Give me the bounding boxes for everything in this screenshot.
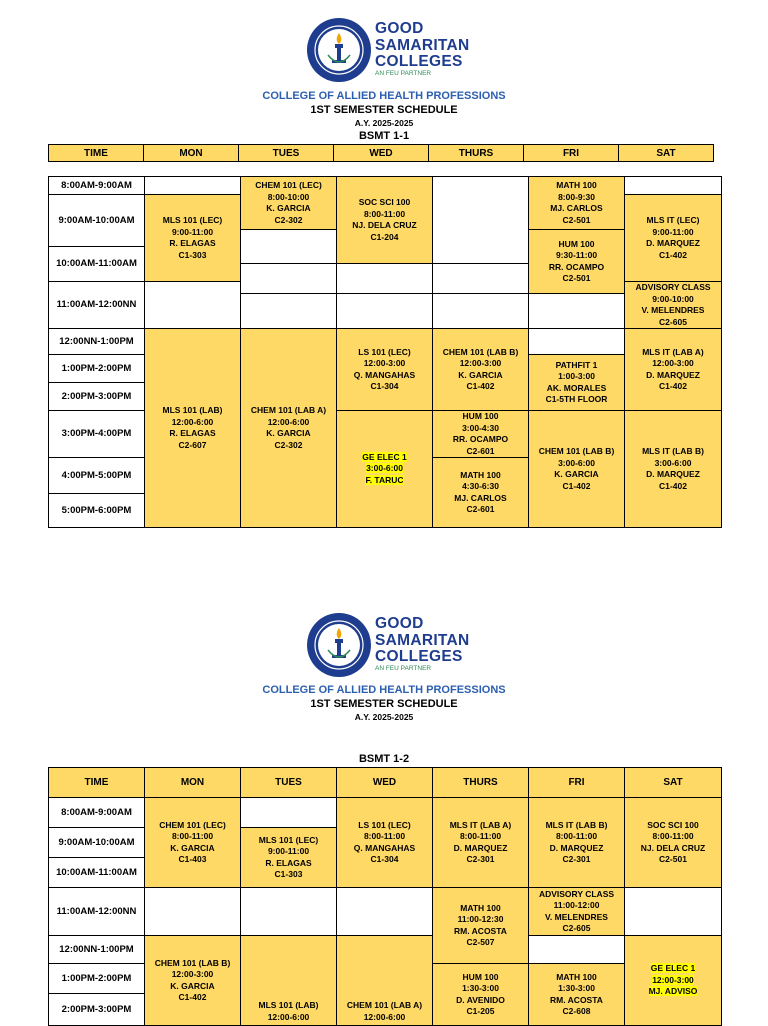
brand-line: SAMARITAN [375, 631, 470, 649]
class-block [529, 355, 625, 411]
class-title: MLS IT (LEC) [646, 215, 700, 225]
col-time-header: TIME [48, 144, 144, 162]
class-title: SOC SCI 100 [358, 197, 411, 207]
class-time: 12:00-3:00 [363, 358, 406, 368]
class-block [625, 282, 722, 329]
class-time: 3:00-4:30 [462, 422, 499, 433]
class-instructor: NJ. DELA CRUZ [352, 220, 417, 230]
class-time: 8:00-10:00 [267, 191, 310, 202]
class-room: C2-607 [178, 439, 207, 450]
class-block [433, 888, 529, 964]
class-title: CHEM 101 (LAB A) [250, 405, 327, 415]
time-slot: 12:00NN-1:00PM [49, 936, 145, 964]
class-instructor: D. MARQUEZ [549, 842, 604, 853]
college-title: COLLEGE OF ALLIED HEALTH PROFESSIONS [262, 90, 506, 102]
class-instructor: D. MARQUEZ [453, 842, 508, 853]
brand-name [375, 21, 470, 71]
time-slot: 11:00AM-12:00NN [49, 888, 145, 936]
class-block-highlighted [625, 936, 722, 1026]
class-room: C1-402 [562, 480, 591, 491]
empty-cell [433, 294, 529, 329]
class-title: MLS IT (LAB A) [449, 819, 512, 830]
class-instructor: RR. OCAMPO [548, 261, 605, 272]
class-title: MATH 100 [556, 971, 597, 982]
partner-tagline: AN FEU PARTNER [375, 665, 432, 672]
class-instructor: K. GARCIA [554, 469, 599, 479]
class-room: C1-5TH FLOOR [545, 394, 608, 404]
class-title: CHEM 101 (LEC) [159, 819, 226, 830]
class-block [241, 329, 337, 528]
time-slot: 5:00PM-6:00PM [49, 494, 145, 528]
class-title: CHEM 101 (LEC) [255, 180, 322, 190]
class-room: C1-402 [659, 480, 687, 491]
class-instructor: F. TARUC [365, 474, 404, 485]
class-title: CHEM 101 (LAB A) [346, 1000, 423, 1010]
class-room: C1-304 [370, 381, 399, 391]
class-time: 8:00-11:00 [363, 831, 406, 841]
class-block [337, 177, 433, 264]
class-time: 8:00-9:30 [558, 191, 595, 202]
class-time: 12:00-3:00 [171, 969, 214, 979]
brand-line: GOOD [375, 615, 424, 632]
class-room: C2-608 [562, 1006, 591, 1016]
class-room: C1-402 [178, 992, 207, 1002]
class-block [433, 798, 529, 888]
class-room: C2-605 [659, 316, 687, 327]
class-block [529, 888, 625, 936]
class-title: ADVISORY CLASS [538, 888, 615, 899]
class-title: HUM 100 [462, 971, 499, 982]
class-instructor: V. MELENDRES [545, 911, 608, 922]
brand-name [375, 616, 470, 666]
class-title: MLS 101 (LAB) [162, 405, 223, 415]
empty-cell [529, 329, 625, 355]
class-block [625, 411, 722, 528]
empty-cell [337, 264, 433, 294]
class-time: 1:30-3:00 [462, 983, 499, 993]
time-slot: 12:00NN-1:00PM [49, 329, 145, 355]
time-slot: 10:00AM-11:00AM [49, 247, 145, 282]
col-tues-header: TUES [241, 768, 337, 798]
class-time: 8:00-11:00 [555, 831, 598, 841]
class-instructor: K. GARCIA [266, 428, 311, 438]
brand-line: COLLEGES [375, 648, 463, 665]
class-block [625, 798, 722, 888]
academic-year: A.Y. 2025-2025 [354, 118, 414, 128]
time-slot: 2:00PM-3:00PM [49, 383, 145, 411]
class-room: C2-501 [562, 273, 591, 283]
class-title: MLS 101 (LEC) [162, 215, 223, 225]
empty-cell [337, 888, 433, 936]
class-instructor: R. ELAGAS [169, 428, 216, 438]
class-room: C1-304 [370, 854, 399, 864]
class-block [433, 329, 529, 411]
class-title: ADVISORY CLASS [635, 282, 711, 292]
empty-cell [145, 888, 241, 936]
class-instructor: K. GARCIA [170, 980, 215, 991]
class-room: C1-403 [178, 854, 207, 864]
class-block-highlighted [337, 411, 433, 528]
class-time: 12:00-6:00 [267, 416, 310, 427]
class-title: GE ELEC 1 [362, 451, 407, 462]
class-title: CHEM 101 (LAB B) [538, 446, 615, 456]
class-title: MLS 101 (LEC) [258, 834, 319, 845]
empty-cell [241, 294, 337, 329]
col-mon-header: MON [145, 768, 241, 798]
class-time: 3:00-6:00 [654, 457, 692, 468]
class-instructor: NJ. DELA CRUZ [640, 842, 706, 853]
class-instructor: D. MARQUEZ [646, 238, 700, 248]
time-slot: 1:00PM-2:00PM [49, 355, 145, 383]
class-instructor: AK. MORALES [546, 382, 607, 393]
class-block [433, 964, 529, 1026]
class-time: 11:00-12:30 [457, 914, 504, 924]
time-slot: 1:00PM-2:00PM [49, 964, 145, 994]
class-instructor: D. MARQUEZ [646, 369, 700, 380]
class-instructor: RM. ACOSTA [454, 925, 507, 936]
time-slot: 4:00PM-5:00PM [49, 458, 145, 494]
class-title: MATH 100 [460, 469, 501, 480]
class-time: 1:30-3:00 [558, 983, 595, 993]
empty-cell [145, 177, 241, 195]
col-fri-header: FRI [529, 768, 625, 798]
empty-cell [433, 177, 529, 264]
class-instructor: MJ. CARLOS [454, 492, 507, 503]
class-time: 3:00-6:00 [558, 457, 595, 468]
class-block [241, 177, 337, 230]
class-time: 9:00-11:00 [652, 226, 694, 237]
class-room: C2-601 [466, 504, 495, 514]
class-room: C2-302 [274, 214, 303, 225]
class-time: 12:00-3:00 [652, 358, 694, 368]
class-room: C2-605 [562, 923, 591, 933]
time-slot: 8:00AM-9:00AM [49, 177, 145, 195]
section-title: BSMT 1-1 [358, 130, 410, 142]
class-title: LS 101 (LEC) [358, 346, 411, 357]
class-time: 9:00-11:00 [267, 846, 310, 856]
class-block [433, 458, 529, 528]
class-time: 12:00-3:00 [459, 358, 502, 368]
class-time: 3:00-6:00 [366, 463, 403, 474]
class-title: LS 101 (LEC) [358, 819, 411, 830]
class-block [529, 798, 625, 888]
schedule-header-row [48, 144, 720, 162]
empty-cell [241, 798, 337, 828]
class-time: 4:30-6:30 [462, 481, 499, 491]
college-logo [306, 612, 506, 682]
empty-cell [433, 264, 529, 294]
class-title: MATH 100 [460, 902, 501, 913]
brand-line: GOOD [375, 20, 424, 37]
class-instructor: K. GARCIA [458, 369, 503, 380]
empty-cell [145, 282, 241, 329]
col-sat-header: SAT [618, 144, 714, 162]
col-thurs-header: THURS [433, 768, 529, 798]
class-room: C2-301 [466, 854, 495, 864]
time-slot: 8:00AM-9:00AM [49, 798, 145, 828]
class-time: 1:00-3:00 [558, 371, 595, 381]
class-room: C1-402 [466, 381, 495, 391]
col-tues-header: TUES [238, 144, 334, 162]
class-title: HUM 100 [558, 238, 595, 249]
class-time: 12:00-6:00 [267, 1011, 310, 1022]
class-block [145, 329, 241, 528]
class-instructor: R. ELAGAS [265, 857, 312, 868]
class-time: 8:00-11:00 [652, 831, 694, 841]
time-slot: 11:00AM-12:00NN [49, 282, 145, 329]
empty-cell [337, 294, 433, 329]
class-title: MLS IT (LAB B) [642, 446, 704, 456]
class-title: SOC SCI 100 [647, 819, 699, 830]
class-block [145, 936, 241, 1026]
class-room: C2-507 [466, 937, 495, 947]
class-title: HUM 100 [462, 411, 499, 421]
class-title: CHEM 101 (LAB B) [442, 346, 519, 357]
col-thurs-header: THURS [428, 144, 524, 162]
empty-cell [241, 888, 337, 936]
college-seal-icon [306, 612, 372, 678]
class-time: 12:00-6:00 [363, 1011, 406, 1022]
class-room: C2-301 [562, 854, 591, 864]
class-title: GE ELEC 1 [650, 963, 696, 974]
class-instructor: D. MARQUEZ [646, 469, 700, 479]
class-instructor: RR. OCAMPO [452, 434, 509, 444]
class-block [625, 195, 722, 282]
empty-cell [625, 177, 722, 195]
class-title: MLS 101 (LAB) [258, 1000, 319, 1010]
class-room: C1-303 [274, 869, 303, 879]
class-block [337, 798, 433, 888]
class-block [529, 230, 625, 294]
class-time: 8:00-11:00 [171, 831, 214, 841]
class-instructor: D. AVENIDO [456, 994, 505, 1005]
class-room: C2-501 [562, 214, 591, 225]
class-block [145, 798, 241, 888]
time-slot: 10:00AM-11:00AM [49, 858, 145, 888]
brand-line: COLLEGES [375, 53, 463, 70]
class-instructor: K. GARCIA [170, 842, 215, 853]
college-title: COLLEGE OF ALLIED HEALTH PROFESSIONS [262, 684, 506, 696]
class-room: C2-501 [659, 854, 687, 864]
class-instructor: K. GARCIA [266, 203, 311, 213]
brand-line: SAMARITAN [375, 36, 470, 54]
college-seal-icon [306, 17, 372, 83]
class-block [529, 411, 625, 528]
time-slot: 9:00AM-10:00AM [49, 828, 145, 858]
class-block [625, 329, 722, 411]
section-title: BSMT 1-2 [358, 753, 410, 765]
class-instructor: Q. MANGAHAS [353, 369, 416, 380]
class-title: MATH 100 [556, 180, 597, 190]
class-block [529, 177, 625, 230]
class-instructor: Q. MANGAHAS [353, 842, 416, 853]
col-wed-header: WED [333, 144, 429, 162]
class-time: 9:30-11:00 [555, 250, 598, 260]
class-room: C1-204 [370, 231, 399, 242]
col-mon-header: MON [143, 144, 239, 162]
empty-cell [625, 888, 722, 936]
class-room: C1-402 [659, 249, 687, 260]
empty-cell [241, 230, 337, 264]
class-block [529, 964, 625, 1026]
class-time: 8:00-11:00 [459, 831, 502, 841]
class-block-bottom [241, 936, 337, 1026]
class-time: 11:00-12:00 [553, 900, 600, 910]
academic-year: A.Y. 2025-2025 [354, 712, 414, 722]
class-room: C2-302 [274, 439, 303, 450]
class-instructor: MJ. ADVISO [648, 986, 698, 997]
class-title: PATHFIT 1 [555, 359, 598, 370]
class-room: C2-601 [466, 445, 495, 456]
col-sat-header: SAT [625, 768, 722, 798]
class-time: 9:00-11:00 [171, 226, 214, 237]
empty-cell [529, 936, 625, 964]
class-instructor: V. MELENDRES [641, 305, 705, 315]
time-slot: 2:00PM-3:00PM [49, 994, 145, 1026]
time-slot: 3:00PM-4:00PM [49, 411, 145, 458]
class-block [241, 828, 337, 888]
schedule-table-bsmt-1-2 [48, 767, 722, 1026]
class-instructor: R. ELAGAS [169, 238, 216, 248]
class-time: 12:00-6:00 [171, 416, 214, 427]
class-instructor: RM. ACOSTA [550, 994, 603, 1005]
class-room: C1-205 [466, 1006, 495, 1016]
class-block [145, 195, 241, 282]
col-fri-header: FRI [523, 144, 619, 162]
class-time: 9:00-10:00 [652, 293, 694, 304]
schedule-table-bsmt-1-1 [48, 176, 722, 528]
class-room: C1-303 [178, 249, 207, 260]
class-title: CHEM 101 (LAB B) [154, 957, 231, 968]
class-block [337, 329, 433, 411]
col-time-header: TIME [49, 768, 145, 798]
class-time: 8:00-11:00 [363, 208, 406, 219]
class-title: MLS IT (LAB B) [545, 819, 608, 830]
class-title: MLS IT (LAB A) [642, 346, 704, 357]
empty-cell [241, 264, 337, 294]
class-block-bottom [337, 936, 433, 1026]
semester-title: 1ST SEMESTER SCHEDULE [310, 698, 458, 710]
partner-tagline: AN FEU PARTNER [375, 70, 432, 77]
class-block [433, 411, 529, 458]
class-time: 12:00-3:00 [652, 974, 694, 985]
col-wed-header: WED [337, 768, 433, 798]
college-logo [306, 17, 506, 87]
semester-title: 1ST SEMESTER SCHEDULE [310, 104, 458, 116]
class-room: C1-402 [659, 381, 687, 391]
class-instructor: MJ. CARLOS [550, 203, 603, 213]
time-slot: 9:00AM-10:00AM [49, 195, 145, 247]
